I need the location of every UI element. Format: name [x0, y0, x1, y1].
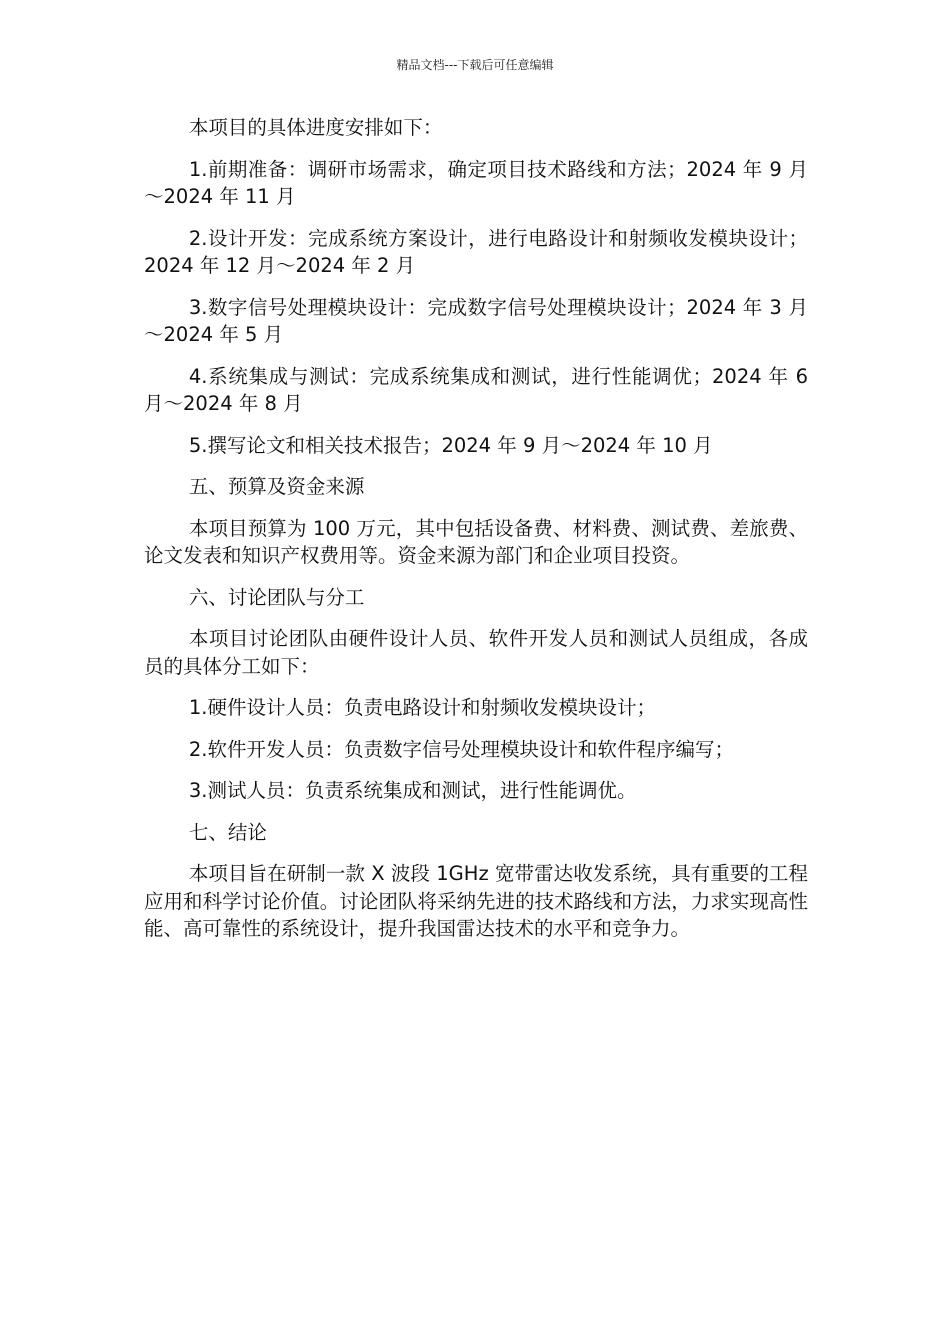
schedule-item-4: 4.系统集成与测试：完成系统集成和测试，进行性能调优；2024 年 6 月～2024 年 8 月 — [144, 364, 808, 415]
page-header: 精品文档---下载后可任意编辑 — [396, 58, 554, 72]
schedule-intro-paragraph: 本项目的具体进度安排如下： — [188, 116, 443, 139]
section-heading-conclusion: 七、结论 — [188, 820, 267, 844]
team-role-1: 1.硬件设计人员：负责电路设计和射频收发模块设计； — [188, 696, 656, 719]
section-heading-budget: 五、预算及资金来源 — [188, 475, 365, 498]
document-body — [144, 114, 808, 957]
team-intro-paragraph: 本项目讨论团队由硬件设计人员、软件开发人员和测试人员组成，各成员的具体分工如下： — [144, 627, 808, 678]
section-heading-team: 六、讨论团队与分工 — [188, 585, 365, 609]
conclusion-paragraph: 本项目旨在研制一款 X 波段 1GHz 宽带雷达收发系统，具有重要的工程应用和科学讨论价值。讨论团队将采纳先进的技术路线和方法，力求实现高性能、高可靠性的系统设计，提升我国雷达技术的水平和竞争力。 — [144, 862, 808, 940]
schedule-item-3: 3.数字信号处理模块设计：完成数字信号处理模块设计；2024 年 3 月～2024 年 5 月 — [144, 295, 808, 346]
team-role-2: 2.软件开发人员：负责数字信号处理模块设计和软件程序编写； — [188, 737, 734, 761]
schedule-item-1: 1.前期准备：调研市场需求，确定项目技术路线和方法；2024 年 9 月～2024 年 11 月 — [144, 157, 808, 208]
budget-paragraph: 本项目预算为 100 万元，其中包括设备费、材料费、测试费、差旅费、论文发表和知识产权费用等。资金来源为部门和企业项目投资。 — [144, 516, 808, 567]
schedule-item-2: 2.设计开发：完成系统方案设计，进行电路设计和射频收发模块设计；2024 年 12 月～2024 年 2 月 — [144, 226, 808, 277]
team-role-3: 3.测试人员：负责系统集成和测试，进行性能调优。 — [188, 779, 637, 802]
schedule-item-5: 5.撰写论文和相关技术报告；2024 年 9 月～2024 年 10 月 — [188, 433, 713, 457]
